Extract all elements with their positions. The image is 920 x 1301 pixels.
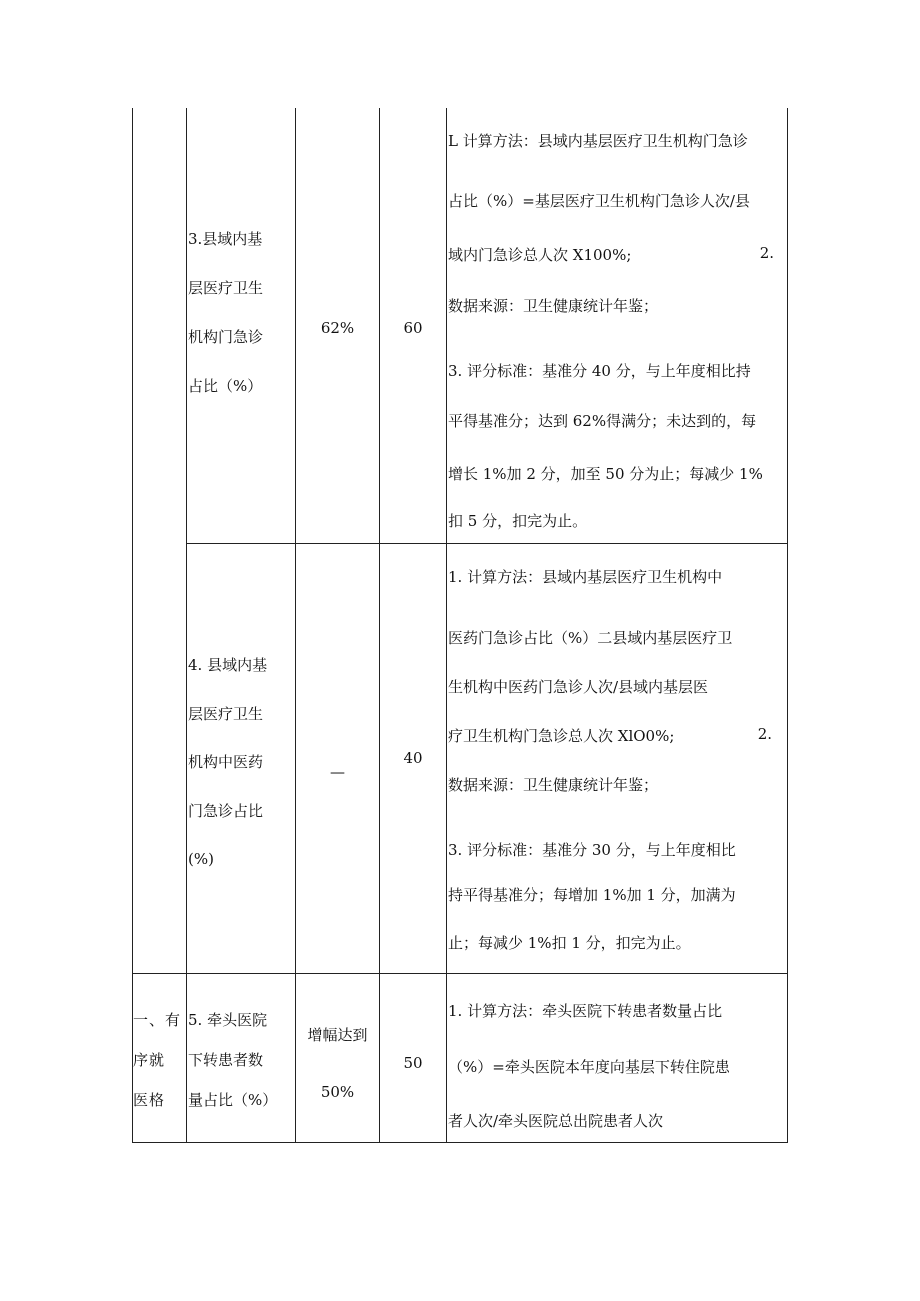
category-line: 序就 [133,1051,166,1069]
criteria-line: 扣 5 分，扣完为止。 [448,512,588,530]
target-cell [296,757,379,787]
indicator-line: 门急诊占比 [188,801,264,820]
indicator-line: 5. 牵头医院 [188,1011,268,1029]
score-value: 40 [403,749,423,767]
score-cell [380,1045,446,1081]
table-col-divider [379,108,380,1143]
criteria-line: 数据来源：卫生健康统计年鉴； [448,297,659,315]
category-line: 一、有 [133,1011,182,1029]
criteria-line: 疗卫生机构门急诊总人次 XlO0%; [448,727,675,745]
indicator-line: 机构中医药 [188,753,264,771]
target-value: 62% [320,319,355,337]
table-col-divider [446,108,447,1143]
indicator-line: 4. 县域内基 [188,656,268,674]
target-line: 增幅达到 [307,1026,368,1044]
criteria-line: 3. 评分标准：基准分 40 分，与上年度相比持 [448,362,751,380]
indicator-line: 量占比（%） [188,1091,278,1109]
target-cell [296,308,379,348]
indicator-line: (%) [188,850,214,868]
table-border-bottom [132,1142,788,1143]
criteria-line: 持平得基准分；每增加 1%加 1 分，加满为 [448,886,736,904]
category-line: 医格 [133,1091,166,1109]
indicator-line: 机构门急诊 [188,328,264,346]
criteria-line-marker: 2. [759,244,774,262]
target-cell [296,1020,379,1107]
indicator-line: 3.县域内基 [188,230,263,248]
indicator-cell [188,215,293,411]
table-col-divider [186,108,187,1143]
table-border-left [132,108,133,1143]
criteria-line: 占比（%）=基层医疗卫生机构门急诊人次/县 [448,192,750,210]
score-value: 50 [403,1054,423,1072]
criteria-line: （%）=牵头医院本年度向基层下转住院患 [448,1058,730,1076]
table-row-divider [186,543,788,544]
target-value: — [330,763,345,781]
table-row-divider [132,973,788,974]
indicator-cell [188,1000,294,1120]
criteria-line: 增长 1%加 2 分，加至 50 分为止；每减少 1% [448,465,763,483]
criteria-line: 医药门急诊占比（%）二县域内基层医疗卫 [448,629,733,647]
criteria-line: 生机构中医药门急诊人次/县域内基层医 [448,678,709,696]
table-col-divider [295,108,296,1143]
criteria-line: 3. 评分标准：基准分 30 分，与上年度相比 [448,841,736,859]
table-border-right [787,108,788,1143]
criteria-line: 平得基准分；达到 62%得满分；未达到的，每 [448,412,757,430]
criteria-line: 域内门急诊总人次 X100%; [448,246,632,264]
target-line: 50% [320,1083,355,1101]
criteria-line-marker: 2. [757,725,772,743]
criteria-line: 止；每减少 1%扣 1 分，扣完为止。 [448,934,691,952]
indicator-line: 层医疗卫生 [188,704,264,723]
category-cell [133,1000,185,1120]
score-cell [380,740,446,776]
indicator-cell [188,641,293,884]
indicator-line: 层医疗卫生 [188,279,264,297]
criteria-line: L 计算方法：县域内基层医疗卫生机构门急诊 [448,132,748,150]
score-value: 60 [403,319,423,337]
indicator-line: 占比（%） [188,377,263,395]
criteria-line: 1. 计算方法：县域内基层医疗卫生机构中 [448,568,723,586]
criteria-line: 者人次/牵头医院总出院患者人次 [448,1112,664,1130]
criteria-line: 数据来源：卫生健康统计年鉴； [448,776,659,794]
indicator-line: 下转患者数 [188,1051,264,1069]
criteria-line: 1. 计算方法：牵头医院下转患者数量占比 [448,1002,723,1020]
score-cell [380,308,446,348]
